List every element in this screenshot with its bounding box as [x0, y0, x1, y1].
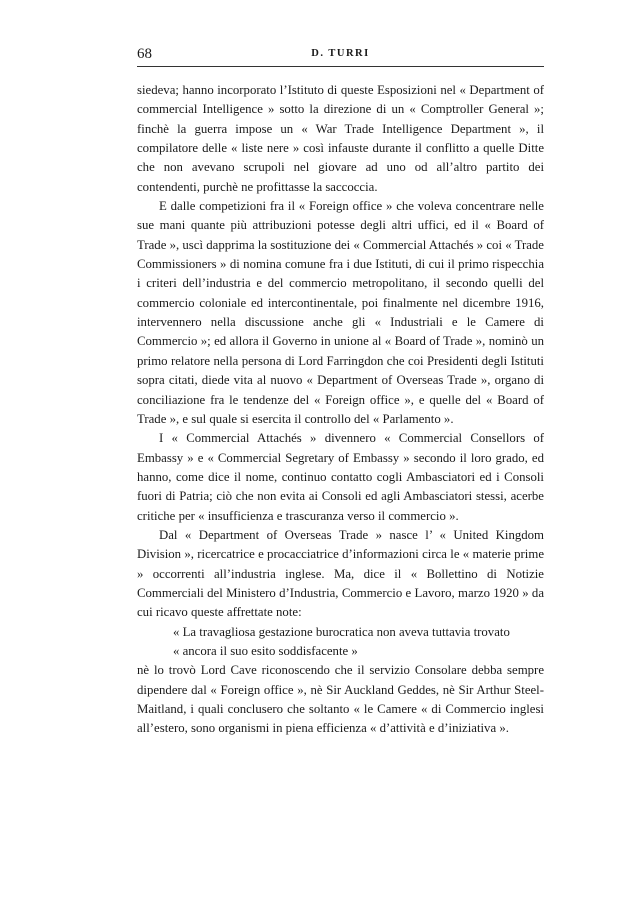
book-page — [137, 44, 544, 739]
running-head — [137, 44, 544, 67]
paragraph-commercial-attaches: I « Commercial Attachés » divennero « Commercial Consellors of Embassy » e « Commercial Segretary of Embassy » secondo il loro grado, ed hanno, come dice il nome, continuo contatto cogli Ambasciatori ed i Consoli fuori di Patria; ciò che non evita ai Consoli ed agli Ambasciatori stessi, acerbe critiche per « insufficienza e trascuranza verso il commercio ». — [137, 431, 544, 523]
page-number: 68 — [137, 46, 152, 62]
running-title: D. TURRI — [311, 48, 370, 59]
paragraph-foreign-office: E dalle competizioni fra il « Foreign office » che voleva concentrare nelle sue mani quante più attribuzioni potesse degli altri uffici, ed il « Board of Trade », uscì dapprima la sostituzione dei « Commercial Attachés » coi « Trade Commissioners » di nomina comune fra i due Istituti, di cui il primo rispecchia i criteri dell’industria e del commercio metropolitano, il secondo quelli del commercio coloniale ed intercontinentale, poi finalmente nel dicembre 1916, intervennero nella discussione anche gli « Industriali e le Camere di Commercio »; ed allora il Governo in unione al « Board of Trade », nominò un primo relatore nella persona di Lord Farringdon che coi Presidenti degli Istituti sopra citati, diede vita al nuovo « Department of Overseas Trade », organo di conciliazione fra le tendenze del « Foreign office », e quelle del « Board of Trade », e sul quale si esercita il controllo del « Parlamento ». — [137, 199, 544, 426]
quote-line-2: « ancora il suo esito soddisfacente » — [173, 643, 358, 658]
quote-line-1: « La travagliosa gestazione burocratica non aveva tuttavia trovato — [173, 624, 510, 639]
paragraph-continuation: siedeva; hanno incorporato l’Istituto di queste Esposizioni nel « Department of commercial Intelligence » sotto la direzione di un « Comptroller General »; finchè la guerra impose un « War Trade Intelligence Department », il compilatore delle « liste nere » così infauste durante il conflitto a quelle Ditte che non avevano scrupoli nel giovare ad uno od all’altro partito dei contendenti, purchè ne profittasse la saccoccia. — [137, 83, 544, 194]
paragraph-overseas-trade: Dal « Department of Overseas Trade » nasce l’ « United Kingdom Division », ricercatrice e procacciatrice d’informazioni circa le « materie prime » occorrenti all’industria inglese. Ma, dice il « Bollettino di Notizie Commerciali del Ministero d’Industria, Commercio e Lavoro, marzo 1920 » da cui ricavo queste affrettate note: — [137, 527, 544, 620]
body-text — [137, 81, 544, 739]
paragraph-closing: nè lo trovò Lord Cave riconoscendo che il servizio Consolare debba sempre dipendere dal « Foreign office », nè Sir Auckland Geddes, nè Sir Arthur Steel-Maitland, i quali conclusero che soltanto « le Camere « di Commercio inglesi all’estero, sono organismi in piena efficienza « d’attività e d’iniziativa ». — [137, 663, 544, 736]
